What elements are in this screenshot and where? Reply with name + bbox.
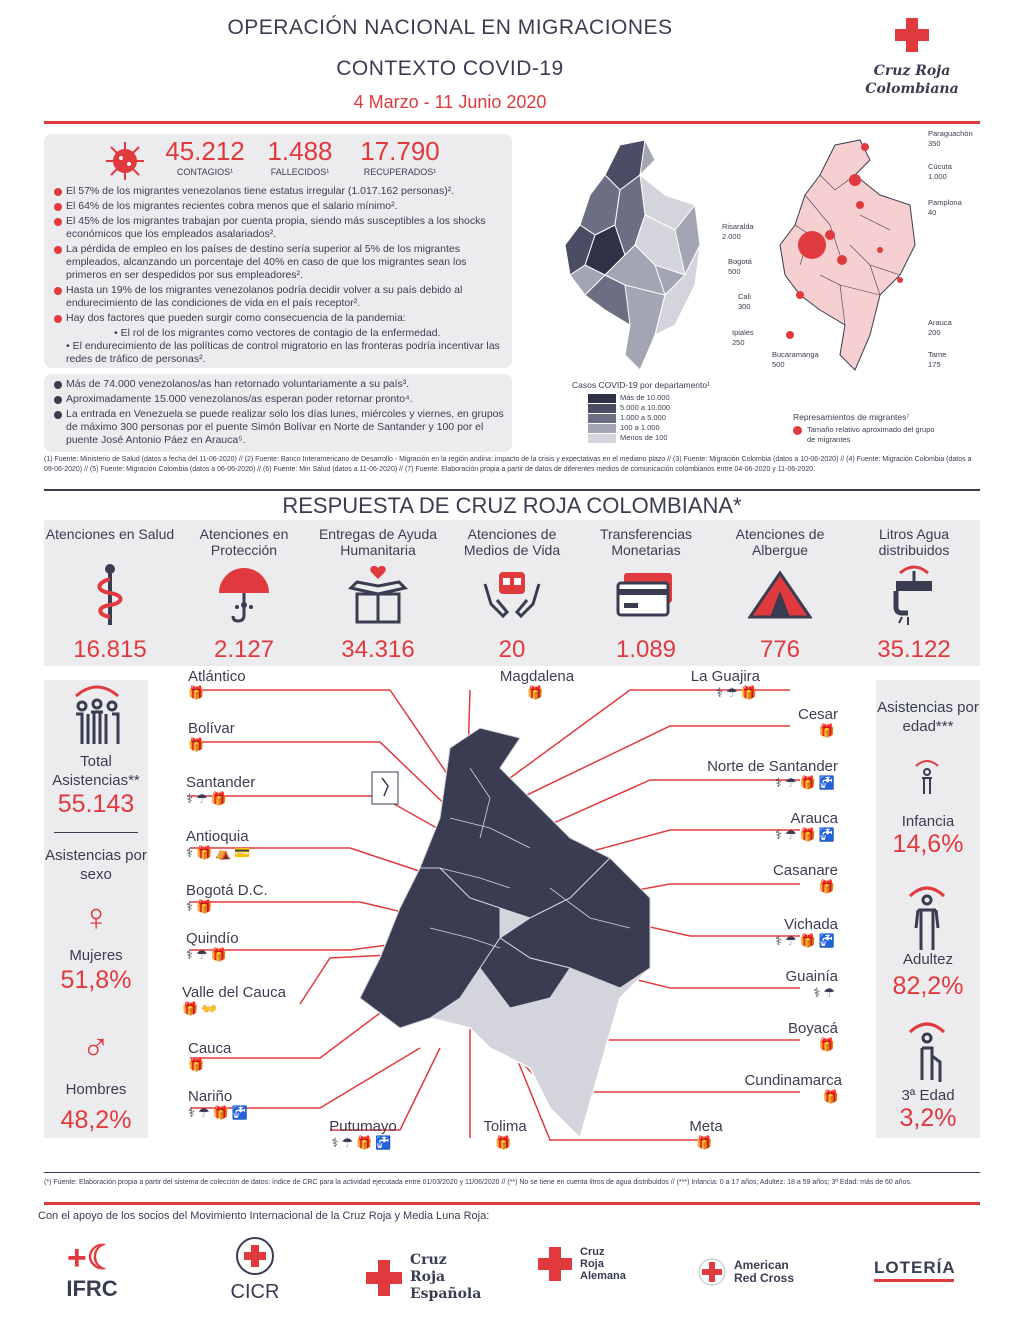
response-items xyxy=(44,526,980,664)
response-value: 776 xyxy=(759,636,801,663)
dept-quindio: Quindío ⚕☂🎁 xyxy=(186,930,239,962)
context-bullets xyxy=(54,185,504,366)
response-item xyxy=(714,526,846,664)
dept-antioquia: Antioquia ⚕🎁⛺💳 xyxy=(186,828,254,860)
adult-icon xyxy=(904,884,950,954)
health-icon xyxy=(44,560,176,630)
dept-arauca: Arauca ⚕☂🎁🚰 xyxy=(774,810,838,842)
arc-emblem-icon xyxy=(698,1258,726,1286)
response-item xyxy=(312,526,444,664)
sub-item: • El endurecimiento de las políticas de control migratorio en las fronteras podría incentivar las redes de tráfico de personas². xyxy=(66,340,500,365)
aid-box-icon xyxy=(312,560,444,630)
partners-intro: Con el apoyo de los socios del Movimiento Internacional de la Cruz Roja y Media Luna Roja: xyxy=(38,1210,490,1222)
migrant-point: Risaralda 2.000 xyxy=(722,222,754,241)
partner-cruz-roja-alemana xyxy=(538,1246,638,1282)
age-title: Asistencias por edad*** xyxy=(877,699,979,735)
list-item: El 45% de los migrantes trabajan por cuenta propia, siendo más susceptibles a los shocks económicos que los empleados asalariados². xyxy=(54,215,504,241)
list-item: Hay dos factores que pueden surgir como consecuencia de la pandemia: xyxy=(54,312,504,325)
partner-american-red-cross xyxy=(698,1258,808,1286)
migrant-point: Bucaramanga 500 xyxy=(772,350,819,369)
stat-label: CONTAGIOS¹ xyxy=(176,167,234,177)
water-tap-icon xyxy=(848,560,980,630)
livelihood-icon xyxy=(446,560,578,630)
dept-bolivar: Bolívar 🎁 xyxy=(188,720,235,752)
red-cross-icon xyxy=(895,18,929,52)
partner-name: Cruz Roja Alemana xyxy=(580,1246,626,1282)
female-icon: ♀ xyxy=(81,897,111,939)
footer-divider xyxy=(44,1202,980,1205)
title-line-1: OPERACIÓN NACIONAL EN MIGRACIONES xyxy=(227,16,673,39)
red-cross-icon xyxy=(366,1260,402,1296)
dept-valle: Valle del Cauca 🎁👐 xyxy=(182,984,286,1016)
response-value: 35.122 xyxy=(877,636,951,663)
stat-recuperados xyxy=(350,136,450,177)
legend-item: 5.000 a 10.000 xyxy=(588,403,752,413)
ifrc-emblem-icon: +☾ xyxy=(66,1239,118,1277)
tent-icon xyxy=(714,560,846,630)
header-divider xyxy=(44,121,980,124)
panel-divider xyxy=(54,832,138,833)
response-item xyxy=(848,526,980,664)
list-item: La entrada en Venezuela se puede realizar solo los días lunes, miércoles y viernes, en grupos de máximo 300 personas por el puente Simón Bolívar en Norte de Santander y 100 por el puente José Antonio Páez en Arauca⁵. xyxy=(54,408,504,447)
migrant-legend-title: Represamientos de migrantes⁷ xyxy=(793,412,910,422)
cash-card-icon xyxy=(580,560,712,630)
title-line-2: CONTEXTO COVID-19 xyxy=(336,57,564,80)
partner-cicr xyxy=(220,1236,290,1304)
dept-narino: Nariño ⚕☂🎁🚰 xyxy=(188,1088,252,1120)
date-range: 4 Marzo - 11 Junio 2020 xyxy=(353,92,547,112)
cruz-roja-logo xyxy=(862,18,962,98)
migrant-point: Ipiales 250 xyxy=(732,328,754,347)
women-value: 51,8% xyxy=(60,966,132,994)
stat-label: RECUPERADOS¹ xyxy=(363,167,437,177)
footnotes-top: (1) Fuente: Ministerio de Salud (datos a fecha del 11-06-2020) // (2) Fuente: Banco Interamericano de Desarrollo - Migración en la región andina: impacto de la crisis y expectativas en el mediano plazo // (3) Fuente: Migración Colombia (datos a 10-06-2020) // (4) Fuente: Migración Colombia (datos a 09-06-2020) // (5) Fuente: Migración Colombia (datos a 06-06-2020) // (6) Fuente: Min Salud (datos a 11-06-2020) // (7) Fuente: Elaboración propia a partir de datos de diferentes medios de comunicación colombianos entre 04-06-2020 y 11-06-2020. xyxy=(44,456,972,473)
sex-title: Asistencias por sexo xyxy=(45,847,147,883)
response-title: RESPUESTA DE CRUZ ROJA COLOMBIANA* xyxy=(282,493,742,518)
stat-value: 17.790 xyxy=(360,136,440,166)
list-item: Aproximadamente 15.000 venezolanos/as esperan poder retornar pronto⁴. xyxy=(54,393,504,406)
elder-value: 3,2% xyxy=(899,1104,957,1132)
migrant-point: Pamplona 40 xyxy=(928,198,962,217)
child-icon xyxy=(910,756,944,806)
org-name xyxy=(862,62,962,98)
response-value: 2.127 xyxy=(213,636,275,663)
response-label: Transferencias Monetarias xyxy=(599,526,693,558)
response-value: 34.316 xyxy=(341,636,415,663)
migrant-point: Cali 300 xyxy=(738,292,751,311)
list-item: El 64% de los migrantes recientes cobra menos que el salario mínimo². xyxy=(54,200,504,213)
migrant-point: Tame 175 xyxy=(928,350,947,369)
adult-label: Adultez xyxy=(902,951,954,968)
partner-name: LOTERÍA xyxy=(874,1258,956,1277)
dept-santander: Santander ⚕☂🎁 xyxy=(186,774,256,806)
legend-item: 100 a 1.000 xyxy=(588,423,752,433)
partner-name: IFRC xyxy=(66,1276,118,1301)
response-item xyxy=(44,526,176,664)
response-item xyxy=(178,526,310,664)
umbrella-icon xyxy=(178,560,310,630)
response-value: 20 xyxy=(498,636,526,663)
dept-casanare: Casanare 🎁 xyxy=(772,862,838,894)
response-label: Atenciones de Albergue xyxy=(735,526,825,558)
dept-bogota: Bogotá D.C. ⚕🎁 xyxy=(186,882,268,914)
cicr-emblem-icon xyxy=(235,1236,275,1276)
response-label: Litros Agua distribuidos xyxy=(878,526,950,558)
men-value: 48,2% xyxy=(60,1106,132,1134)
dept-cundinamarca: Cundinamarca 🎁 xyxy=(744,1072,842,1104)
response-label: Atenciones en Protección xyxy=(199,526,289,558)
legend-item: Menos de 100 xyxy=(588,433,752,443)
dept-tolima: Tolima 🎁 xyxy=(483,1118,527,1150)
partner-ifrc xyxy=(56,1240,128,1302)
migrant-legend xyxy=(793,412,943,445)
dept-norte-santander: Norte de Santander ⚕☂🎁🚰 xyxy=(707,758,838,790)
migrant-point: Arauca 200 xyxy=(928,318,952,337)
return-bullets xyxy=(54,378,504,449)
partner-name: American Red Cross xyxy=(734,1258,795,1285)
case-legend xyxy=(572,380,752,443)
adult-value: 82,2% xyxy=(892,972,964,1000)
sub-item: • El rol de los migrantes como vectores de contagio de la enfermedad. xyxy=(114,327,441,339)
legend-item: Más de 10.000 xyxy=(588,393,752,403)
dept-cesar: Cesar 🎁 xyxy=(797,706,838,738)
elder-icon xyxy=(904,1020,950,1084)
list-item: La pérdida de empleo en los países de destino sería superior al 5% de los migrantes empleados, alcanzando un porcentaje del 40% en caso de que los migrantes sean los primeros en ser despedidos por sus empleadores². xyxy=(54,243,504,282)
dept-guainia: Guainía ⚕☂ xyxy=(785,968,838,1000)
stat-value: 1.488 xyxy=(267,136,333,166)
footnotes-bottom: (*) Fuente: Elaboración propia a partir del sistema de colección de datos: índice de CRC para la actividad ejecutada entre 01/03/2020 y 11/06/2020 // (**) No se tiene en cuenta litros de agua distribuidos // (***) Infancia: 0 a 17 años; Adultez: 18 a 59 años; 3ª Edad: más de 60 años. xyxy=(44,1179,912,1186)
covid-stats xyxy=(160,136,450,177)
response-value: 16.815 xyxy=(73,636,147,663)
response-label: Atenciones en Salud xyxy=(45,526,175,542)
dept-cauca: Cauca 🎁 xyxy=(188,1040,232,1072)
partner-name: Cruz Roja Española xyxy=(410,1252,482,1302)
list-item: El 57% de los migrantes venezolanos tiene estatus irregular (1.017.162 personas)². xyxy=(54,185,504,198)
migrant-point: Cúcuta 1.000 xyxy=(928,162,952,181)
stat-value: 45.212 xyxy=(165,136,245,166)
men-label: Hombres xyxy=(65,1081,127,1098)
dept-magdalena: Magdalena 🎁 xyxy=(499,668,575,700)
response-label: Entregas de Ayuda Humanitaria xyxy=(318,526,438,558)
child-label: Infancia xyxy=(901,813,955,830)
virus-icon xyxy=(104,140,146,182)
migrant-point: Paraguachón 350 xyxy=(928,129,973,148)
bottom-divider xyxy=(44,1172,980,1173)
total-value: 55.143 xyxy=(57,790,135,818)
section-divider xyxy=(44,489,980,491)
migrants-map xyxy=(760,135,920,385)
women-label: Mujeres xyxy=(69,947,123,964)
people-icon xyxy=(64,684,130,748)
dept-meta: Meta 🎁 xyxy=(689,1118,723,1150)
dept-atlantico: Atlántico 🎁 xyxy=(188,668,246,700)
legend-item: Tamaño relativo aproximado del grupo de migrantes xyxy=(793,425,943,445)
partner-loteria xyxy=(874,1258,954,1282)
response-label: Atenciones de Medios de Vida xyxy=(463,526,561,558)
case-legend-title: Casos COVID-19 por departamento¹ xyxy=(572,380,710,390)
response-value: 1.089 xyxy=(615,636,677,663)
org-line-1: Cruz Roja xyxy=(873,63,951,79)
red-cross-icon xyxy=(538,1247,572,1281)
covid-cases-map xyxy=(545,135,705,385)
dept-boyaca: Boyacá 🎁 xyxy=(787,1020,838,1052)
legend-item: 1.000 a 5.000 xyxy=(588,413,752,423)
stat-label: FALLECIDOS¹ xyxy=(270,167,330,177)
total-label: Total Asistencias** xyxy=(52,753,140,789)
list-item: Hasta un 19% de los migrantes venezolanos podría decidir volver a su país debido al endurecimiento de las condiciones de vida en el país receptor². xyxy=(54,284,504,310)
response-item xyxy=(446,526,578,664)
org-line-2: Colombiana xyxy=(865,81,959,97)
partner-cruz-roja-espanola xyxy=(366,1252,486,1303)
dept-putumayo: Putumayo ⚕☂🎁🚰 xyxy=(329,1118,397,1150)
response-item xyxy=(580,526,712,664)
dept-la-guajira: La Guajira ⚕☂🎁 xyxy=(690,668,760,700)
stat-contagios xyxy=(160,136,250,177)
stat-fallecidos xyxy=(255,136,345,177)
dept-vichada: Vichada ⚕☂🎁🚰 xyxy=(774,916,838,948)
list-item: Más de 74.000 venezolanos/as han retornado voluntariamente a su país³. xyxy=(54,378,504,391)
migrant-point: Bogotá 500 xyxy=(728,257,752,276)
elder-label: 3ª Edad xyxy=(901,1087,955,1104)
male-icon: ♂ xyxy=(81,1027,111,1069)
partner-name: CICR xyxy=(230,1281,280,1303)
child-value: 14,6% xyxy=(892,830,964,858)
